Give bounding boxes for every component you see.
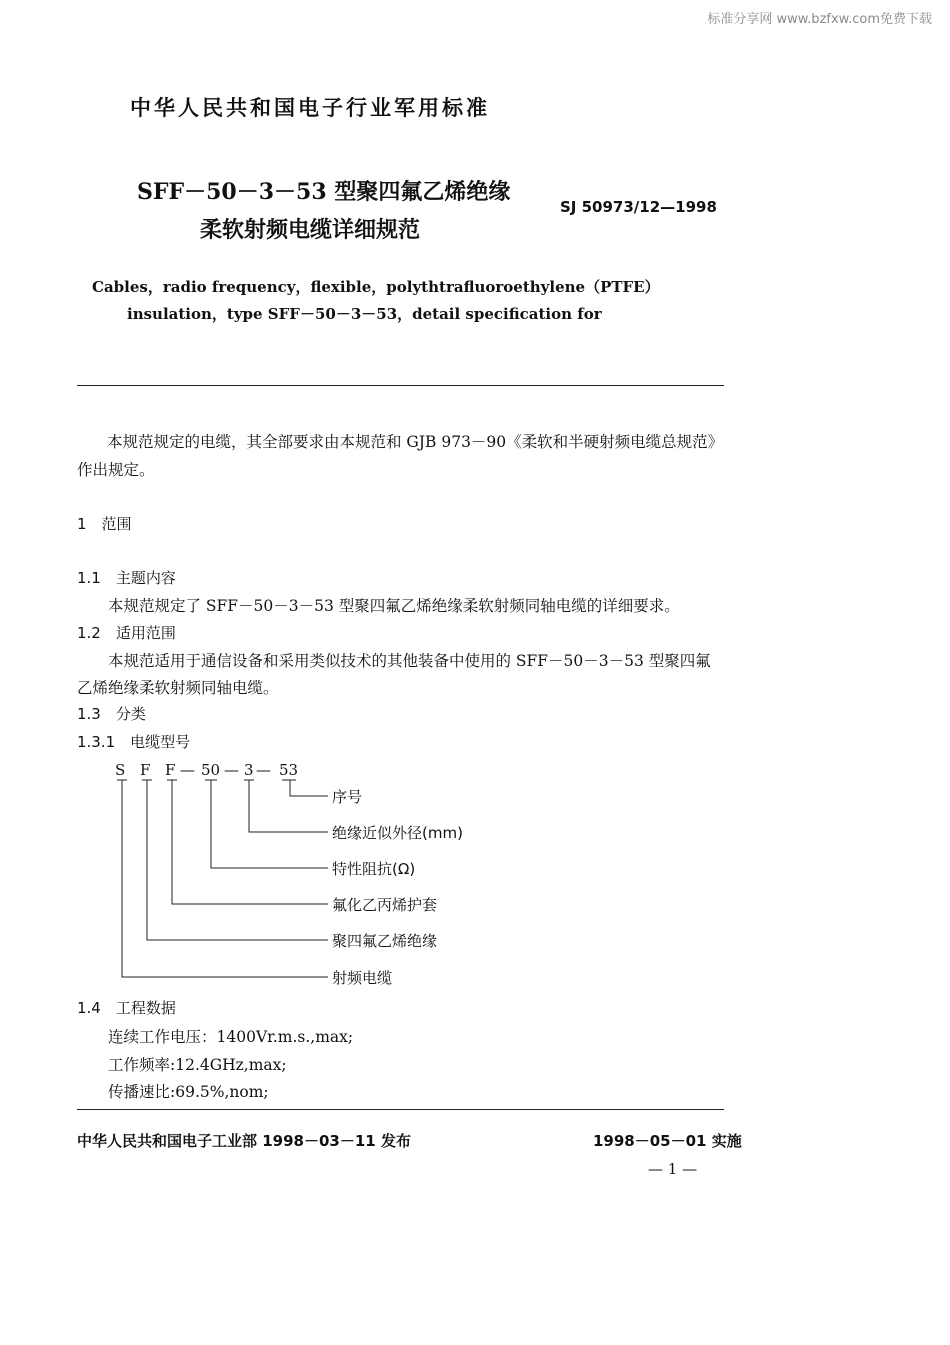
diagram-label: 射频电缆 <box>332 969 393 987</box>
section-1-4-heading: 1.4 工程数据 <box>77 999 176 1017</box>
section-1-2-heading: 1.2 适用范围 <box>77 624 176 642</box>
code-part: F <box>165 761 176 779</box>
diagram-label: 序号 <box>332 788 363 806</box>
standard-number: SJ 50973/12—1998 <box>560 198 717 216</box>
section-1-2-body-line2: 乙烯绝缘柔软射频同轴电缆。 <box>77 679 279 697</box>
section-1-1-body: 本规范规定了 SFF－50－3－53 型聚四氟乙烯绝缘柔软射频同轴电缆的详细要求。 <box>108 597 680 615</box>
connector-line <box>172 780 328 904</box>
standard-title: 中华人民共和国电子行业军用标准 <box>130 96 490 120</box>
engineering-data-item: 传播速比:69.5%,nom; <box>108 1083 269 1101</box>
footer-divider <box>77 1109 724 1110</box>
code-part: 50 <box>201 761 221 779</box>
page-number: — 1 — <box>648 1160 698 1178</box>
section-1-3-1-heading: 1.3.1 电缆型号 <box>77 733 191 751</box>
english-title-line2: insulation，type SFF－50－3－53，detail specification for <box>127 305 602 323</box>
connector-line <box>290 780 328 796</box>
intro-paragraph: 本规范规定的电缆，其全部要求由本规范和 GJB 973－90《柔软和半硬射频电缆总规范》作出规定。 <box>77 433 724 479</box>
diagram-label: 绝缘近似外径(mm) <box>332 824 463 842</box>
section-1-2-body-line1: 本规范适用于通信设备和采用类似技术的其他装备中使用的 SFF－50－3－53 型聚四氟 <box>108 652 711 670</box>
watermark: 标准分享网 www.bzfxw.com免费下载 <box>707 12 932 27</box>
section-1-3-heading: 1.3 分类 <box>77 705 146 723</box>
code-part: 53 <box>279 761 299 779</box>
code-part: — <box>256 761 271 779</box>
document-title-line2: 柔软射频电缆详细规范 <box>200 217 421 243</box>
document-title-line1: SFF－50－3－53 型聚四氟乙烯绝缘 <box>137 179 511 205</box>
connector-line <box>211 780 328 868</box>
section-1-1-heading: 1.1 主题内容 <box>77 569 176 587</box>
code-part: S <box>115 761 126 779</box>
connector-line <box>122 780 328 977</box>
section-1-heading: 1 范围 <box>77 515 132 533</box>
code-part: — <box>224 761 239 779</box>
issuer-line: 中华人民共和国电子工业部 1998－03－11 发布 <box>77 1132 411 1150</box>
engineering-data-item: 工作频率:12.4GHz,max; <box>108 1056 287 1074</box>
english-title-line1: Cables，radio frequency，flexible，polythtrafluoroethylene（PTFE） <box>92 278 660 296</box>
effective-date: 1998－05－01 实施 <box>593 1132 742 1150</box>
diagram-label: 聚四氟乙烯绝缘 <box>332 932 438 950</box>
connector-line <box>147 780 328 940</box>
code-part: 3 <box>244 761 254 779</box>
code-part: — <box>180 761 195 779</box>
engineering-data-item: 连续工作电压：1400Vr.m.s.,max; <box>108 1028 354 1046</box>
diagram-label: 特性阻抗(Ω) <box>332 860 416 878</box>
code-part: F <box>140 761 151 779</box>
diagram-label: 氟化乙丙烯护套 <box>332 896 438 914</box>
connector-line <box>249 780 328 832</box>
